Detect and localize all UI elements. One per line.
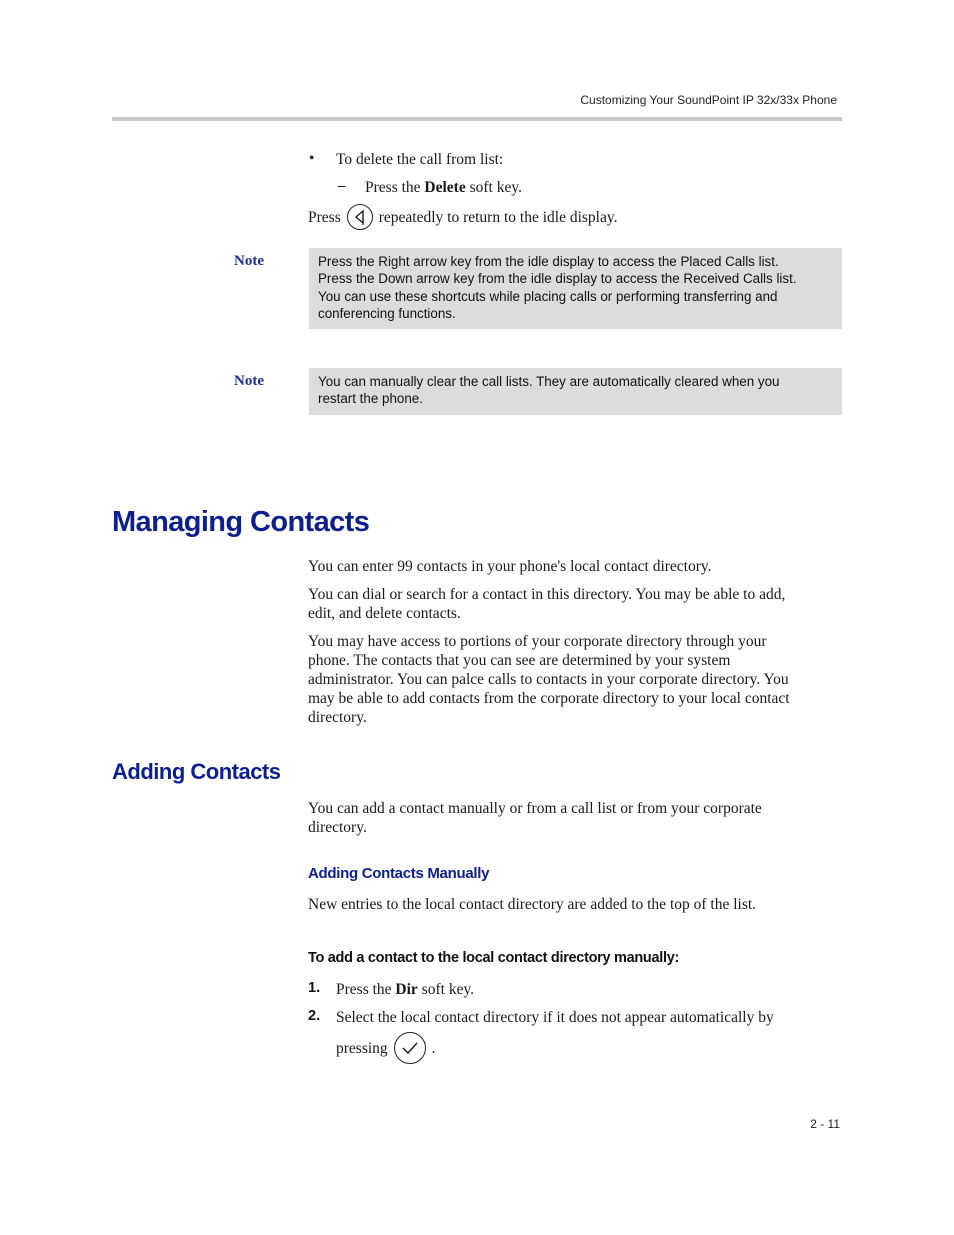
running-header: Customizing Your SoundPoint IP 32x/33x Phone — [580, 93, 837, 107]
pressing-label: pressing — [336, 1039, 388, 1057]
subsection-title-adding-contacts-manually: Adding Contacts Manually — [308, 865, 490, 882]
procedure-heading: To add a contact to the local contact directory manually: — [308, 950, 679, 966]
note-box-shortcuts — [309, 248, 842, 329]
paragraph-line: edit, and delete contacts. — [308, 605, 461, 622]
press-after-text: repeatedly to return to the idle display. — [378, 208, 618, 226]
step-number: 1. — [308, 980, 321, 996]
paragraph-line: directory. — [308, 819, 367, 836]
header-rule — [112, 117, 842, 121]
paragraph — [308, 632, 842, 727]
note-label: Note — [234, 373, 264, 389]
page-number: 2 - 11 — [810, 1117, 840, 1131]
paragraph-line: may be able to add contacts from the corporate directory to your local contact — [308, 690, 790, 707]
step-number: 2. — [308, 1008, 321, 1024]
paragraph-line: directory. — [308, 709, 367, 726]
press-label: Press — [308, 208, 341, 226]
note-line: restart the phone. — [318, 391, 423, 407]
step-text: Press the Dir soft key. — [336, 981, 475, 998]
select-check-key-icon — [394, 1032, 426, 1064]
press-back-instruction — [308, 204, 617, 230]
step-text-continuation — [336, 1032, 436, 1064]
paragraph-line: You can add a contact manually or from a call list or from your corporate — [308, 800, 762, 817]
note-label: Note — [234, 253, 264, 269]
note-line: You can use these shortcuts while placing calls or performing transferring and — [318, 288, 778, 304]
bullet-text: To delete the call from list: — [336, 151, 504, 168]
left-arrow-key-icon — [347, 204, 373, 230]
note-line: conferencing functions. — [318, 306, 456, 322]
paragraph — [308, 585, 842, 623]
paragraph: New entries to the local contact directory are added to the top of the list. — [308, 896, 757, 913]
dash-item-text: Press the Delete soft key. — [365, 179, 522, 196]
bullet-marker: • — [309, 150, 315, 167]
paragraph-line: You may have access to portions of your corporate directory through your — [308, 633, 767, 650]
note-box-clear-lists — [309, 368, 842, 415]
paragraph — [308, 799, 842, 837]
dash-marker: – — [338, 178, 346, 194]
section-title-managing-contacts: Managing Contacts — [112, 506, 370, 538]
paragraph: You can enter 99 contacts in your phone's local contact directory. — [308, 558, 712, 575]
section-title-adding-contacts: Adding Contacts — [112, 759, 281, 784]
paragraph-line: phone. The contacts that you can see are determined by your system — [308, 652, 731, 669]
paragraph-line: administrator. You can palce calls to contacts in your corporate directory. You — [308, 671, 789, 688]
note-line: Press the Down arrow key from the idle display to access the Received Calls list. — [318, 271, 797, 287]
paragraph-line: You can dial or search for a contact in this directory. You may be able to add, — [308, 586, 786, 603]
note-line: Press the Right arrow key from the idle display to access the Placed Calls list. — [318, 254, 779, 269]
period: . — [431, 1039, 436, 1057]
note-line: You can manually clear the call lists. They are automatically cleared when you — [318, 374, 780, 389]
step-text: Select the local contact directory if it does not appear automatically by — [336, 1009, 774, 1026]
